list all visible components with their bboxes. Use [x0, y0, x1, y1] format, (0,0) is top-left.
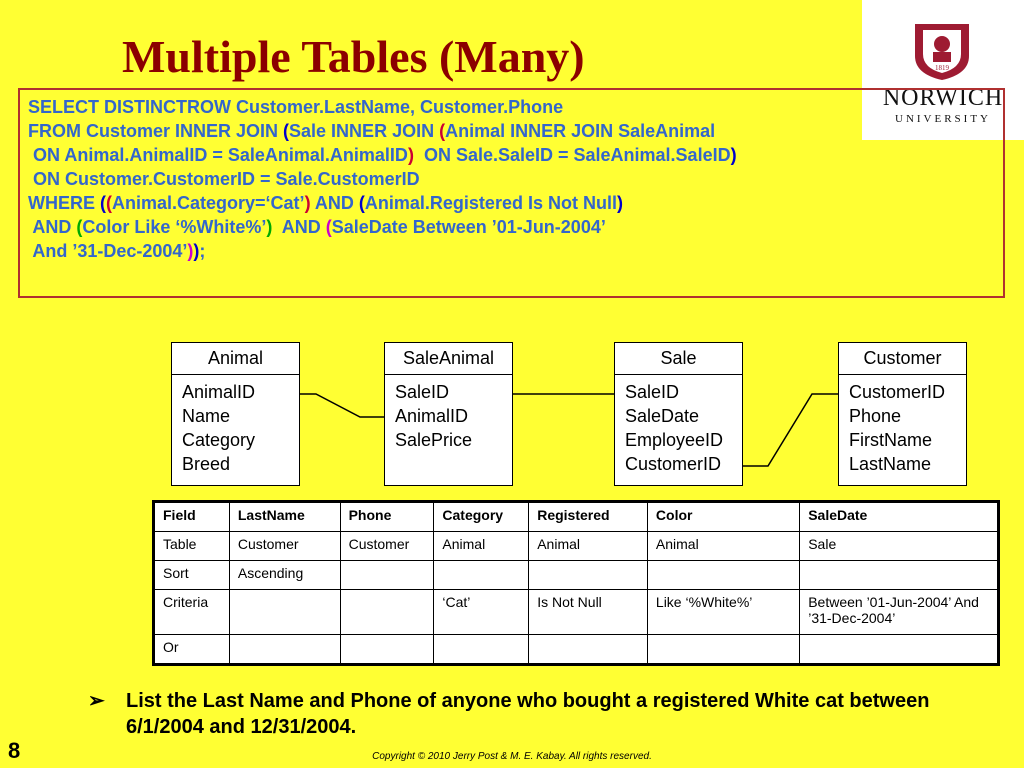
qbe-cell: Or [154, 635, 230, 665]
qbe-cell[interactable] [529, 635, 648, 665]
table-customer-name: Customer [839, 343, 966, 375]
table-animal[interactable] [171, 342, 300, 486]
field: CustomerID [849, 382, 946, 402]
field: AnimalID [395, 406, 469, 426]
qbe-cell[interactable]: Ascending [229, 561, 340, 590]
qbe-cell[interactable]: Phone [340, 502, 434, 532]
page-number: 8 [8, 738, 21, 763]
qbe-cell: Table [154, 532, 230, 561]
field: CustomerID [625, 454, 722, 474]
qbe-cell[interactable]: Registered [529, 502, 648, 532]
field: LastName [849, 454, 932, 474]
qbe-cell[interactable]: Animal [647, 532, 799, 561]
qbe-cell[interactable] [340, 590, 434, 635]
field: FirstName [849, 430, 933, 450]
field: Name [182, 406, 231, 426]
qbe-row-or [154, 635, 999, 665]
sql-line: And ’31-Dec-2004’)); [28, 241, 206, 261]
table-saleanimal[interactable] [384, 342, 513, 486]
qbe-row-field [154, 502, 999, 532]
table-sale[interactable] [614, 342, 743, 486]
sql-line: SELECT DISTINCTROW Customer.LastName, Customer.Phone [28, 97, 564, 117]
field: Category [182, 430, 256, 450]
qbe-cell[interactable]: LastName [229, 502, 340, 532]
qbe-cell[interactable] [647, 635, 799, 665]
qbe-cell[interactable] [434, 635, 529, 665]
qbe-cell[interactable] [800, 635, 999, 665]
qbe-cell[interactable]: Category [434, 502, 529, 532]
table-saleanimal-name: SaleAnimal [385, 343, 512, 375]
qbe-cell[interactable] [229, 635, 340, 665]
logo-university: UNIVERSITY [895, 113, 991, 125]
copyright: Copyright © 2010 Jerry Post & M. E. Kabay. All rights reserved. [372, 751, 652, 762]
qbe-cell[interactable] [340, 561, 434, 590]
sql-line: AND (Color Like ‘%White%’) AND (SaleDate Between ’01-Jun-2004’ [28, 217, 606, 237]
qbe-cell: Criteria [154, 590, 230, 635]
qbe-cell[interactable] [229, 590, 340, 635]
qbe-cell[interactable]: Animal [529, 532, 648, 561]
qbe-row-criteria [154, 590, 999, 635]
qbe-cell[interactable] [529, 561, 648, 590]
field: EmployeeID [625, 430, 724, 450]
sql-line: WHERE ((Animal.Category=‘Cat’) AND (Animal.Registered Is Not Null) [28, 193, 623, 213]
qbe-cell[interactable]: Color [647, 502, 799, 532]
field: SalePrice [395, 430, 473, 450]
sql-line: ON Animal.AnimalID = SaleAnimal.AnimalID) ON Sale.SaleID = SaleAnimal.SaleID) [28, 145, 737, 165]
qbe-cell[interactable]: Animal [434, 532, 529, 561]
field: Breed [182, 454, 231, 474]
qbe-cell[interactable] [340, 635, 434, 665]
field: SaleID [395, 382, 450, 402]
qbe-row-table [154, 532, 999, 561]
qbe-cell[interactable] [647, 561, 799, 590]
qbe-cell[interactable]: Customer [229, 532, 340, 561]
qbe-cell[interactable]: Between ’01-Jun-2004’ And ’31-Dec-2004’ [800, 590, 999, 635]
sql-line: ON Customer.CustomerID = Sale.CustomerID [28, 169, 420, 189]
qbe-cell: Field [154, 502, 230, 532]
field: AnimalID [182, 382, 256, 402]
table-animal-name: Animal [172, 343, 299, 375]
qbe-cell[interactable]: Like ‘%White%’ [647, 590, 799, 635]
qbe-cell[interactable]: SaleDate [800, 502, 999, 532]
qbe-cell[interactable]: Sale [800, 532, 999, 561]
qbe-cell[interactable] [434, 561, 529, 590]
table-sale-name: Sale [615, 343, 742, 375]
arrow-bullet-icon: ➢ [88, 690, 105, 712]
qbe-cell[interactable]: Customer [340, 532, 434, 561]
field: Phone [849, 406, 902, 426]
qbe-cell: Sort [154, 561, 230, 590]
qbe-row-sort [154, 561, 999, 590]
slide-title: Multiple Tables (Many) [122, 31, 585, 82]
field: SaleID [625, 382, 680, 402]
table-customer[interactable] [838, 342, 967, 486]
qbe-cell[interactable] [800, 561, 999, 590]
qbe-cell[interactable]: ‘Cat’ [434, 590, 529, 635]
qbe-grid [152, 500, 1000, 666]
field: SaleDate [625, 406, 700, 426]
sql-line: FROM Customer INNER JOIN (Sale INNER JOIN (Animal INNER JOIN SaleAnimal [28, 121, 716, 141]
logo-name: NORWICH [882, 85, 1004, 111]
bullet-text: List the Last Name and Phone of anyone who bought a registered White cat between 6/1/2004 and 12/31/2004. [126, 690, 930, 738]
qbe-cell[interactable]: Is Not Null [529, 590, 648, 635]
svg-text:1819: 1819 [935, 64, 949, 72]
